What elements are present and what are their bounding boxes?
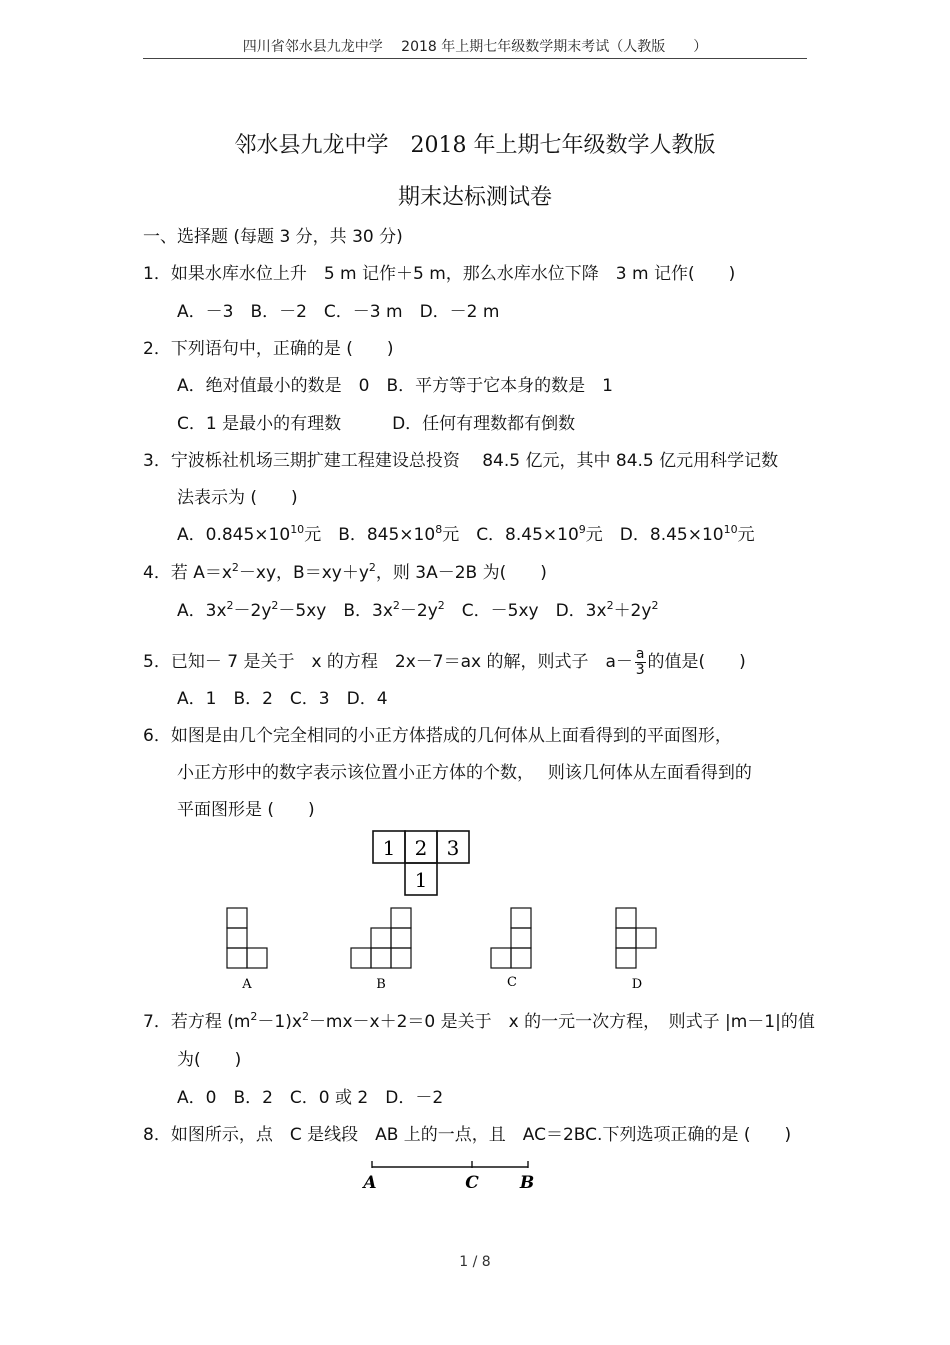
q6-option-b-figure <box>351 908 411 968</box>
q1-stem: 1．如果水库水位上升 5 m 记作＋5 m，那么水库水位下降 3 m 记作( ) <box>143 264 736 284</box>
page-header: 四川省邻水县九龙中学 2018 年上期七年级数学期末考试（人教版 ） <box>242 39 708 55</box>
option-label: D <box>631 977 643 992</box>
page-number: 1 / 8 <box>459 1254 491 1270</box>
q3-stem-line1: 3．宁波栎社机场三期扩建工程建设总投资 84.5 亿元，其中 84.5 亿元用科学记数 <box>143 451 779 471</box>
option-label: A <box>242 977 252 992</box>
grid-number: 1 <box>414 868 428 892</box>
exam-title-line2: 期末达标测试卷 <box>397 185 552 210</box>
q3-stem-line2: 法表示为 ( ) <box>177 488 298 508</box>
q3-option-a: A．$0.845\times 10^{10}$元 <box>177 523 322 545</box>
grid-number: 2 <box>414 836 428 860</box>
q3-option-d: D．$8.45\times 10^{10}$元 <box>619 523 755 545</box>
q6-option-d-figure <box>616 908 656 968</box>
q4-option-a: A．$3x^2-2y^2-5xy$ <box>177 599 327 621</box>
q2-options-line2: C．1 是最小的有理数 D．任何有理数都有倒数 <box>177 414 576 434</box>
option-label: C <box>507 975 517 990</box>
q8-segment-figure <box>372 1161 528 1168</box>
q4-option-c: C．－5xy <box>461 601 539 621</box>
q4-option-b: B．$3x^2-2y^2$ <box>343 599 445 621</box>
q7-options: A．0 B．2 C．0 或 2 D．－2 <box>177 1088 444 1108</box>
q5-options: A．1 B．2 C．3 D．4 <box>177 689 388 709</box>
q5-fraction: $\frac{a}{3}$ <box>635 645 645 678</box>
point-label-c: C <box>465 1173 479 1193</box>
q5-stem: 5．已知－ 7 是关于 x 的方程 2x－7＝ax 的解，则式子 a－ $\frac{a}{3}$ 的值是( ) <box>143 645 746 678</box>
grid-number: 3 <box>446 836 460 860</box>
q4-option-d: D．$3x^2+2y^2$ <box>555 599 659 621</box>
q2-stem: 2．下列语句中，正确的是 ( ) <box>143 339 394 359</box>
exam-title-line1: 邻水县九龙中学 2018 年上期七年级数学人教版 <box>234 133 716 158</box>
q6-option-a-figure <box>227 908 267 968</box>
q3-option-b: B．$845\times 10^8$元 <box>338 523 460 545</box>
q4-stem: 4．若 $A=x^2-xy$，$B=xy+y^2$，则 3A－2B 为( ) <box>143 561 547 583</box>
q6-stem-line2: 小正方形中的数字表示该位置小正方体的个数， 则该几何体从左面看得到的 <box>177 763 752 783</box>
q6-stem-line1: 6．如图是由几个完全相同的小正方体搭成的几何体从上面看得到的平面图形， <box>143 726 732 746</box>
point-label-a: A <box>363 1173 377 1193</box>
q7-stem-line2: 为( ) <box>177 1050 242 1070</box>
q6-stem-line3: 平面图形是 ( ) <box>177 800 315 820</box>
q6-option-c-figure <box>491 908 531 968</box>
q8-stem: 8．如图所示，点 C 是线段 AB 上的一点，且 AC＝2BC.下列选项正确的是 ( ) <box>143 1125 792 1145</box>
q7-stem: 7．若方程 $(m^2-1)x^2-mx-x+2=0$ 是关于 x 的一元一次方程， 则式子 |m－1|的值 <box>143 1010 815 1032</box>
grid-number: 1 <box>382 836 396 860</box>
q1-options: A．－3 B．－2 C．－3 m D．－2 m <box>177 302 500 322</box>
point-label-b: B <box>519 1173 535 1193</box>
q3-option-c: C．$8.45\times 10^9$元 <box>476 523 603 545</box>
q2-options-line1: A．绝对值最小的数是 0 B．平方等于它本身的数是 1 <box>177 376 613 396</box>
option-label: B <box>376 977 386 992</box>
section-heading: 一、选择题 (每题 3 分，共 30 分) <box>143 227 403 247</box>
